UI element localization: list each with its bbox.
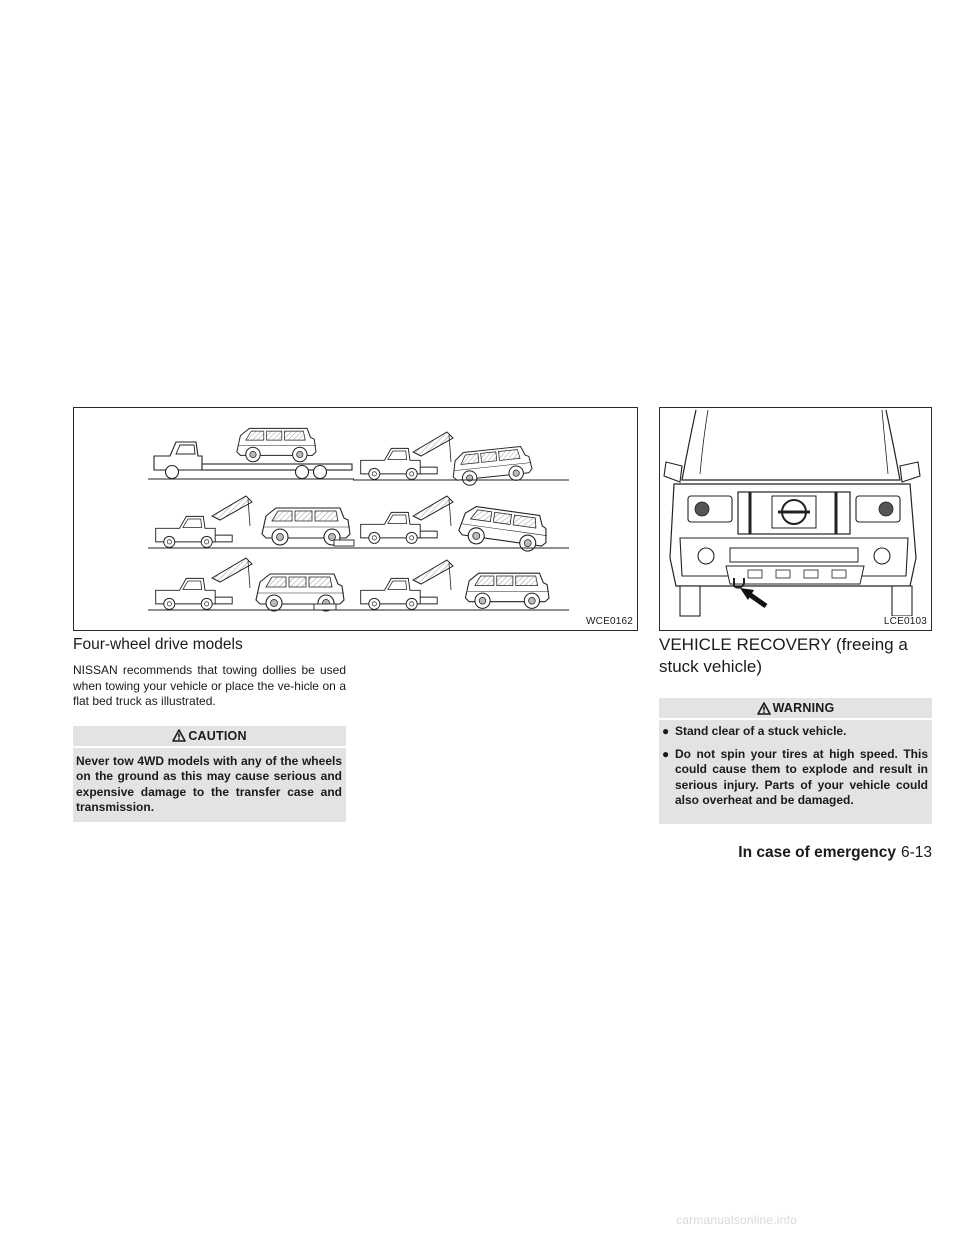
warning-label: WARNING <box>772 701 835 715</box>
right-column <box>659 634 932 824</box>
left-column <box>73 634 346 822</box>
caution-label: CAUTION <box>188 728 247 743</box>
towing-methods-figure <box>73 407 638 631</box>
footer-section-name: In case of emergency <box>738 844 896 861</box>
bullet: ● <box>662 724 670 738</box>
body-paragraph: NISSAN recommends that towing dollies be used when towing your vehicle or place the ve-hicle on a flat bed truck as illustrated. <box>73 663 346 708</box>
figure-code: WCE0162 <box>583 616 633 627</box>
warning-triangle-icon <box>172 729 186 742</box>
vehicle-recovery-figure <box>659 407 932 631</box>
warning-box <box>659 698 932 824</box>
warning-list <box>659 720 932 824</box>
list-item <box>662 747 928 809</box>
list-item-text: Stand clear of a stuck vehicle. <box>675 724 847 738</box>
caution-text: Never tow 4WD models with any of the wheels on the ground as this may cause serious and expensive damage to the transfer case and transmission. <box>76 753 342 814</box>
caution-header <box>73 726 346 748</box>
list-item <box>662 724 928 740</box>
towing-methods-illustration-icon <box>74 408 638 631</box>
list-item-text: Do not spin your tires at high speed. This could cause them to explode and result in serious injury. Parts of your vehicle could also overheat and be damaged. <box>675 746 928 807</box>
front-tow-hook-illustration-icon <box>660 408 932 631</box>
page-number: 6-13 <box>900 844 932 861</box>
warning-header <box>659 698 932 720</box>
warning-triangle-icon <box>757 702 771 715</box>
bullet: ● <box>662 746 670 761</box>
figure-code: LCE0103 <box>881 616 927 627</box>
section-heading: VEHICLE RECOVERY (freeing a stuck vehicle) <box>659 635 908 676</box>
section-subheading: Four-wheel drive models <box>73 636 243 653</box>
watermark: carmanualsonline.info <box>676 1213 797 1227</box>
page-footer <box>660 844 932 862</box>
caution-box <box>73 726 346 822</box>
